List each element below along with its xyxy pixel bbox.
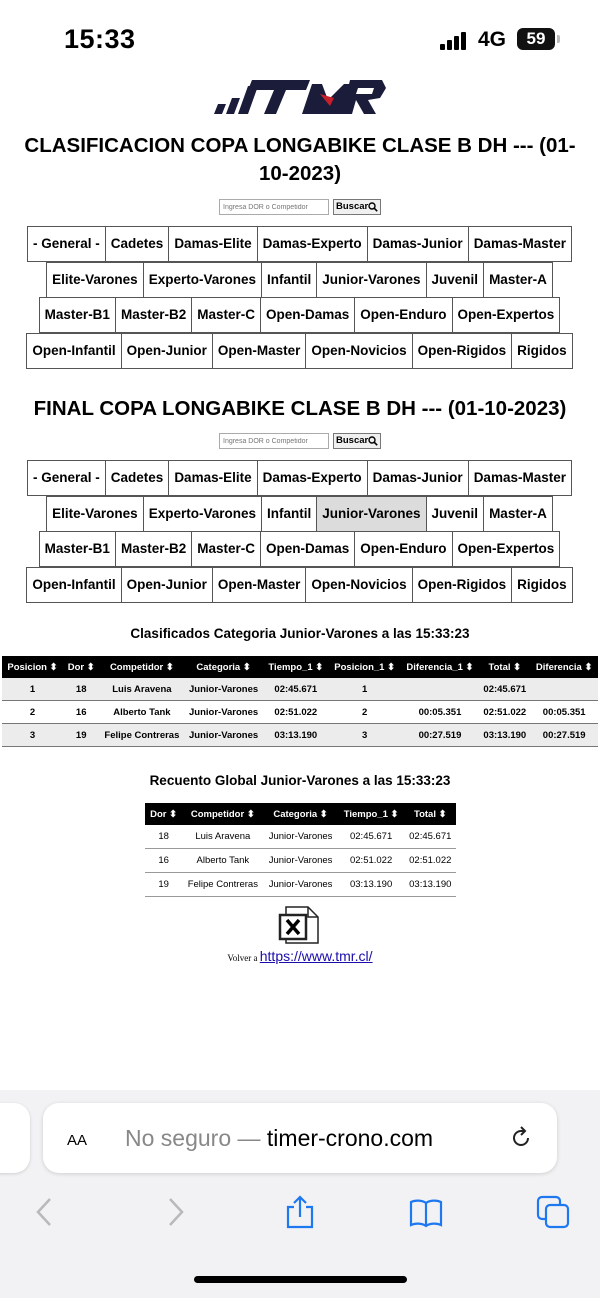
- page-title-final: FINAL COPA LONGABIKE CLASE B DH --- (01-10-2023): [33, 397, 567, 420]
- search-input-1[interactable]: [219, 199, 329, 215]
- column-header-tiempo-1[interactable]: Tiempo_1 ⬍: [338, 803, 405, 825]
- column-header-posicion-1[interactable]: Posicion_1 ⬍: [329, 656, 401, 678]
- clasificacion-tab-open-damas[interactable]: Open-Damas: [260, 297, 355, 333]
- category-row: [0, 262, 600, 298]
- final-tab-open-infantil[interactable]: Open-Infantil: [26, 567, 121, 603]
- table-row: [145, 825, 456, 849]
- table-cell: Junior-Varones: [263, 825, 337, 849]
- final-tab-junior-varones[interactable]: Junior-Varones: [316, 496, 426, 532]
- final-tab-master-b2[interactable]: Master-B2: [115, 531, 192, 567]
- final-tab-damas-master[interactable]: Damas-Master: [468, 460, 572, 496]
- search-button-label: Buscar: [336, 201, 369, 212]
- table-cell: 02:45.671: [338, 825, 405, 849]
- not-secure-label: No seguro —: [125, 1125, 261, 1151]
- share-icon[interactable]: [283, 1195, 317, 1229]
- table-row: [145, 873, 456, 897]
- search-button-1[interactable]: [333, 199, 381, 215]
- final-tab-open-enduro[interactable]: Open-Enduro: [354, 531, 452, 567]
- table-cell: 19: [145, 873, 182, 897]
- signal-icon: [440, 32, 468, 50]
- volver-line: [0, 948, 600, 964]
- final-tab-damas-elite[interactable]: Damas-Elite: [168, 460, 257, 496]
- column-header-dor[interactable]: Dor ⬍: [145, 803, 182, 825]
- clasificacion-tab-master-c[interactable]: Master-C: [191, 297, 261, 333]
- clasificados-title: Clasificados Categoria Junior-Varones a las 15:33:23: [130, 626, 470, 641]
- final-tab-open-master[interactable]: Open-Master: [212, 567, 307, 603]
- table-cell: 02:45.671: [479, 678, 530, 701]
- table-cell: Alberto Tank: [100, 701, 185, 724]
- table-cell: 02:45.671: [263, 678, 329, 701]
- status-time: 15:33: [64, 24, 136, 54]
- column-header-total[interactable]: Total ⬍: [405, 803, 456, 825]
- clasificacion-tab-damas-experto[interactable]: Damas-Experto: [257, 226, 368, 262]
- tabs-icon[interactable]: [536, 1195, 570, 1229]
- battery-icon: 59: [517, 28, 555, 50]
- table-row: [2, 724, 598, 747]
- final-tab-master-a[interactable]: Master-A: [483, 496, 553, 532]
- table-cell: 00:27.519: [530, 724, 598, 747]
- clasificacion-tab-juvenil[interactable]: Juvenil: [426, 262, 485, 298]
- column-header-diferencia-1[interactable]: Diferencia_1 ⬍: [401, 656, 480, 678]
- clasificacion-tab-master-b1[interactable]: Master-B1: [39, 297, 116, 333]
- status-bar: [0, 0, 600, 80]
- clasificacion-tab-master-a[interactable]: Master-A: [483, 262, 553, 298]
- url-text[interactable]: [125, 1125, 433, 1152]
- table-cell: 03:13.190: [263, 724, 329, 747]
- reader-settings-button[interactable]: AA: [67, 1132, 88, 1149]
- table-cell: Alberto Tank: [182, 849, 263, 873]
- column-header-categoria[interactable]: Categoria ⬍: [263, 803, 337, 825]
- table-cell: 1: [329, 678, 401, 701]
- search-icon: [368, 436, 378, 446]
- final-tab-open-novicios[interactable]: Open-Novicios: [305, 567, 412, 603]
- final-tab-damas-junior[interactable]: Damas-Junior: [367, 460, 469, 496]
- table-cell: 02:51.022: [263, 701, 329, 724]
- table-cell: Junior-Varones: [184, 701, 263, 724]
- table-row: [145, 849, 456, 873]
- table-row: [2, 701, 598, 724]
- previous-tab-card[interactable]: [0, 1103, 30, 1173]
- table-cell: 19: [63, 724, 100, 747]
- clasificacion-tab-open-rigidos[interactable]: Open-Rigidos: [412, 333, 513, 369]
- final-tab-general[interactable]: - General -: [27, 460, 106, 496]
- clasificados-table: [2, 656, 598, 747]
- table-cell: Junior-Varones: [184, 724, 263, 747]
- table-cell: 18: [145, 825, 182, 849]
- category-row: [0, 297, 600, 333]
- column-header-dor[interactable]: Dor ⬍: [63, 656, 100, 678]
- table-cell: 02:51.022: [405, 849, 456, 873]
- table-cell: [401, 678, 480, 701]
- table-cell: Felipe Contreras: [182, 873, 263, 897]
- home-indicator: [194, 1276, 407, 1283]
- clasificacion-tab-open-novicios[interactable]: Open-Novicios: [305, 333, 412, 369]
- reload-icon[interactable]: [508, 1125, 534, 1151]
- table-cell: 00:27.519: [401, 724, 480, 747]
- table-cell: 16: [145, 849, 182, 873]
- search-button-2[interactable]: [333, 433, 381, 449]
- search-button-label: Buscar: [336, 435, 369, 446]
- table-cell: 03:13.190: [405, 873, 456, 897]
- category-row: [0, 333, 600, 369]
- final-tab-juvenil[interactable]: Juvenil: [426, 496, 485, 532]
- clasificacion-tab-infantil[interactable]: Infantil: [261, 262, 317, 298]
- clasificacion-tab-damas-elite[interactable]: Damas-Elite: [168, 226, 257, 262]
- table-cell: Junior-Varones: [263, 849, 337, 873]
- table-cell: 02:45.671: [405, 825, 456, 849]
- domain-label: timer-crono.com: [266, 1125, 434, 1151]
- column-header-competidor[interactable]: Competidor ⬍: [182, 803, 263, 825]
- clasificacion-tab-open-master[interactable]: Open-Master: [212, 333, 307, 369]
- table-cell: Junior-Varones: [263, 873, 337, 897]
- final-tab-open-damas[interactable]: Open-Damas: [260, 531, 355, 567]
- table-cell: Luis Aravena: [182, 825, 263, 849]
- category-row: [0, 567, 600, 603]
- clasificacion-tab-junior-varones[interactable]: Junior-Varones: [316, 262, 426, 298]
- clasificacion-tab-rigidos[interactable]: Rigidos: [511, 333, 573, 369]
- table-cell: Junior-Varones: [184, 678, 263, 701]
- final-tab-experto-varones[interactable]: Experto-Varones: [143, 496, 262, 532]
- final-tab-elite-varones[interactable]: Elite-Varones: [46, 496, 144, 532]
- table-cell: 1: [2, 678, 63, 701]
- table-cell: Felipe Contreras: [100, 724, 185, 747]
- table-cell: Luis Aravena: [100, 678, 185, 701]
- recuento-title: Recuento Global Junior-Varones a las 15:33:23: [149, 773, 451, 788]
- search-input-2[interactable]: [219, 433, 329, 449]
- category-row: [0, 531, 600, 567]
- clasificacion-tab-open-junior[interactable]: Open-Junior: [121, 333, 213, 369]
- table-cell: 00:05.351: [401, 701, 480, 724]
- battery-tip: [557, 35, 560, 43]
- table-cell: 3: [329, 724, 401, 747]
- table-cell: [530, 678, 598, 701]
- table-cell: 2: [329, 701, 401, 724]
- final-tab-master-b1[interactable]: Master-B1: [39, 531, 116, 567]
- tmr-logo: [210, 70, 390, 120]
- network-type: 4G: [478, 28, 507, 51]
- clasificacion-tab-general[interactable]: - General -: [27, 226, 106, 262]
- volver-prefix: Volver a: [227, 953, 258, 963]
- category-row: [0, 460, 600, 496]
- final-tab-infantil[interactable]: Infantil: [261, 496, 317, 532]
- column-header-posicion[interactable]: Posicion ⬍: [2, 656, 63, 678]
- column-header-diferencia[interactable]: Diferencia ⬍: [530, 656, 598, 678]
- column-header-tiempo-1[interactable]: Tiempo_1 ⬍: [263, 656, 329, 678]
- table-cell: 2: [2, 701, 63, 724]
- tmr-link[interactable]: https://www.tmr.cl/: [259, 948, 373, 964]
- clasificacion-tab-cadetes[interactable]: Cadetes: [105, 226, 170, 262]
- final-tab-open-expertos[interactable]: Open-Expertos: [452, 531, 561, 567]
- table-cell: 00:05.351: [530, 701, 598, 724]
- table-cell: 16: [63, 701, 100, 724]
- search-icon: [368, 202, 378, 212]
- clasificacion-tab-open-expertos[interactable]: Open-Expertos: [452, 297, 561, 333]
- final-tab-rigidos[interactable]: Rigidos: [511, 567, 573, 603]
- column-header-categoria[interactable]: Categoria ⬍: [184, 656, 263, 678]
- category-row: [0, 226, 600, 262]
- recuento-table: [145, 803, 456, 897]
- forward-icon[interactable]: [158, 1195, 192, 1229]
- table-cell: 02:51.022: [338, 849, 405, 873]
- clasificacion-tab-open-infantil[interactable]: Open-Infantil: [26, 333, 121, 369]
- page-title-clasificacion: CLASIFICACION COPA LONGABIKE CLASE B DH --- (01-10-2023): [24, 134, 576, 185]
- table-cell: 02:51.022: [479, 701, 530, 724]
- back-icon[interactable]: [28, 1195, 62, 1229]
- clasificacion-tab-master-b2[interactable]: Master-B2: [115, 297, 192, 333]
- table-cell: 03:13.190: [479, 724, 530, 747]
- excel-icon[interactable]: [278, 905, 320, 945]
- category-row: [0, 496, 600, 532]
- table-cell: 18: [63, 678, 100, 701]
- column-header-competidor[interactable]: Competidor ⬍: [100, 656, 185, 678]
- clasificacion-tab-open-enduro[interactable]: Open-Enduro: [354, 297, 452, 333]
- clasificacion-tab-damas-junior[interactable]: Damas-Junior: [367, 226, 469, 262]
- column-header-total[interactable]: Total ⬍: [479, 656, 530, 678]
- final-tab-open-rigidos[interactable]: Open-Rigidos: [412, 567, 513, 603]
- final-tab-master-c[interactable]: Master-C: [191, 531, 261, 567]
- final-tab-open-junior[interactable]: Open-Junior: [121, 567, 213, 603]
- address-bar[interactable]: [43, 1103, 557, 1173]
- clasificacion-tab-elite-varones[interactable]: Elite-Varones: [46, 262, 144, 298]
- bookmarks-icon[interactable]: [409, 1195, 443, 1229]
- final-tab-damas-experto[interactable]: Damas-Experto: [257, 460, 368, 496]
- table-cell: 03:13.190: [338, 873, 405, 897]
- table-row: [2, 678, 598, 701]
- final-tab-cadetes[interactable]: Cadetes: [105, 460, 170, 496]
- clasificacion-tab-experto-varones[interactable]: Experto-Varones: [143, 262, 262, 298]
- table-cell: 3: [2, 724, 63, 747]
- clasificacion-tab-damas-master[interactable]: Damas-Master: [468, 226, 572, 262]
